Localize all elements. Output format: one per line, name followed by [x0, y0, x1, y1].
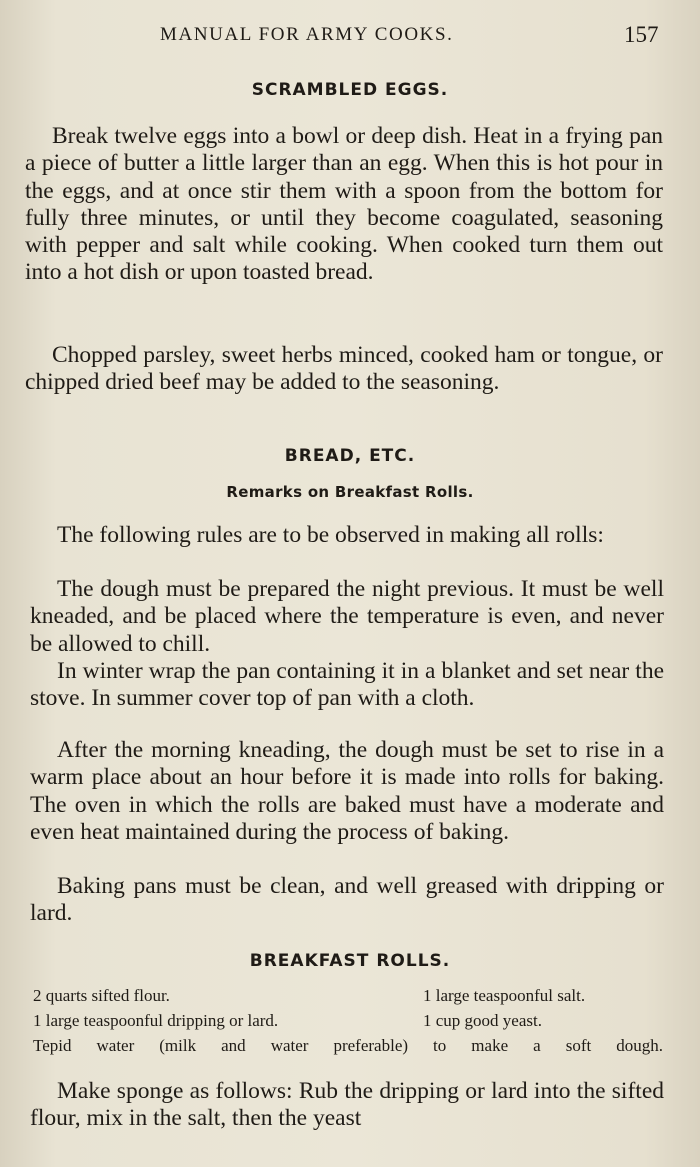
- section-title-bread: BREAD, ETC.: [284, 446, 416, 466]
- running-head: [0, 22, 700, 52]
- ingredient-salt: 1 large teaspoonful salt.: [423, 986, 586, 1005]
- paragraph-scrambled-eggs-additions: Chopped parsley, sweet herbs minced, cooked ham or tongue, or chipped dried beef may be added to the seasoning.: [25, 342, 663, 396]
- section-subtitle-breakfast-rolls-remarks: Remarks on Breakfast Rolls.: [226, 483, 474, 501]
- paragraph-scrambled-eggs-method: Break twelve eggs into a bowl or deep dish. Heat in a frying pan a piece of butter a little larger than an egg. When this is hot pour in the eggs, and at once stir them with a spoon from the bottom for fully three minutes, or until they become coagulated, seasoning with pepper and salt while cooking. When cooked turn them out into a hot dish or upon toasted bread.: [25, 123, 663, 286]
- page-number: 157: [624, 22, 659, 47]
- ingredient-row: [33, 1008, 663, 1033]
- ingredient-yeast: 1 cup good yeast.: [423, 1011, 542, 1030]
- ingredient-flour: 2 quarts sifted flour.: [33, 986, 170, 1005]
- ingredient-row: [33, 983, 663, 1008]
- paragraph-winter-summer: In winter wrap the pan containing it in a blanket and set near the stove. In summer cover top of pan with a cloth.: [30, 658, 664, 712]
- running-title: MANUAL FOR ARMY COOKS.: [160, 24, 454, 45]
- paragraph-baking-pans: Baking pans must be clean, and well greased with dripping or lard.: [30, 873, 664, 927]
- section-title-scrambled-eggs: SCRAMBLED EGGS.: [251, 80, 449, 100]
- ingredient-dripping: 1 large teaspoonful dripping or lard.: [33, 1011, 279, 1030]
- ingredient-list: [33, 983, 663, 1058]
- paragraph-dough-preparation: The dough must be prepared the night previous. It must be well kneaded, and be placed where the temperature is even, and never be allowed to chill.: [30, 576, 664, 657]
- paragraph-make-sponge: Make sponge as follows: Rub the dripping or lard into the sifted flour, mix in the salt, then the yeast: [30, 1078, 664, 1132]
- ingredient-row: [33, 1033, 663, 1058]
- paragraph-rules-intro: The following rules are to be observed in making all rolls:: [57, 522, 604, 548]
- ingredient-water: Tepid water (milk and water preferable) to make a soft dough.: [33, 1036, 663, 1055]
- paragraph-morning-kneading: After the morning kneading, the dough must be set to rise in a warm place about an hour before it is made into rolls for baking. The oven in which the rolls are baked must have a moderate and even heat maintained during the process of baking.: [30, 737, 664, 845]
- section-title-breakfast-rolls: BREAKFAST ROLLS.: [249, 951, 451, 971]
